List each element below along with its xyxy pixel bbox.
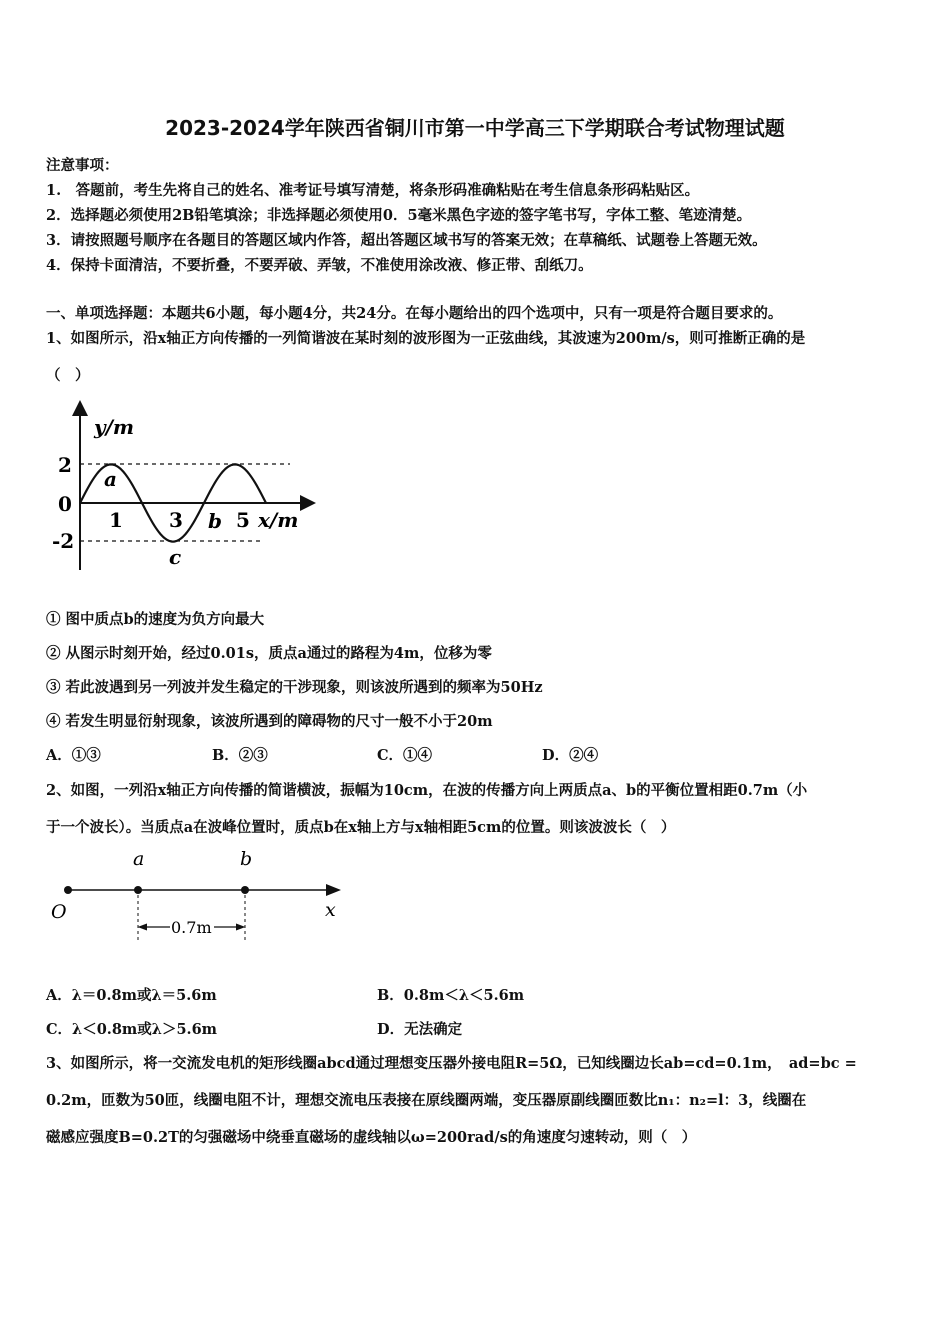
q3-stem-line1: 3、如图所示，将一交流发电机的矩形线圈abcd通过理想变压器外接电阻R=5Ω，已知线圈边长ab=cd=0.1m， ad=bc =: [46, 1055, 857, 1072]
q1-statement-2: ② 从图示时刻开始，经过0.01s，质点a通过的路程为4m，位移为零: [46, 645, 492, 662]
q1-y-label: y/m: [94, 415, 135, 439]
q2-option-b: B．0.8m＜λ＜5.6m: [377, 987, 525, 1004]
q2-stem-line1: 2、如图，一列沿x轴正方向传播的简谐横波，振幅为10cm，在波的传播方向上两质点a、b的平衡位置相距0.7m（小: [46, 782, 808, 799]
q2-label-b: b: [240, 848, 253, 870]
q1-point-a: a: [104, 467, 117, 491]
q1-option-d: D．②④: [542, 747, 599, 764]
q1-point-b: b: [208, 509, 222, 533]
q1-option-b: B．②③: [212, 747, 268, 764]
q1-tick-y-2: 2: [58, 453, 72, 477]
q3-stem-line3: 磁感应强度B=0.2T的匀强磁场中绕垂直磁场的虚线轴以ω=200rad/s的角速度匀速转动，则（ ）: [46, 1129, 697, 1146]
q2-point-a-dot: [134, 886, 142, 894]
q1-tick-x-5: 5: [236, 508, 250, 532]
q2-stem-line2: 于一个波长）。当质点a在波峰位置时，质点b在x轴上方与x轴相距5cm的位置。则该波波长（ ）: [46, 819, 676, 836]
section1-heading: 一、单项选择题：本题共6小题，每小题4分，共24分。在每小题给出的四个选项中，只有一项是符合题目要求的。: [46, 305, 783, 322]
q1-stem-line1: 1、如图所示，沿x轴正方向传播的一列简谐波在某时刻的波形图为一正弦曲线，其波速为200m/s，则可推断正确的是: [46, 330, 806, 347]
q1-statement-3: ③ 若此波遇到另一列波并发生稳定的干涉现象，则该波所遇到的频率为50Hz: [46, 679, 543, 696]
q2-label-origin: O: [51, 901, 67, 923]
q1-tick-x-3: 3: [169, 508, 183, 532]
q1-statement-1: ① 图中质点b的速度为负方向最大: [46, 611, 265, 628]
notice-item-1: 1. 答题前，考生先将自己的姓名、准考证号填写清楚，将条形码准确粘贴在考生信息条形码粘贴区。: [46, 182, 700, 199]
page-title: 2023-2024学年陕西省铜川市第一中学高三下学期联合考试物理试题: [165, 116, 785, 140]
q2-label-x: x: [325, 899, 336, 921]
q1-option-c: C．①④: [377, 747, 433, 764]
notice-item-4: 4．保持卡面清洁，不要折叠，不要弄破、弄皱，不准使用涂改液、修正带、刮纸刀。: [46, 257, 593, 274]
notice-item-3: 3．请按照题号顺序在各题目的答题区域内作答，超出答题区域书写的答案无效；在草稿纸、试题卷上答题无效。: [46, 232, 767, 249]
q2-label-a: a: [133, 848, 145, 870]
q1-statement-4: ④ 若发生明显衍射现象，该波所遇到的障碍物的尺寸一般不小于20m: [46, 713, 493, 730]
q2-option-a: A．λ＝0.8m或λ＝5.6m: [46, 987, 217, 1004]
q1-tick-y-neg2: -2: [52, 529, 75, 553]
q2-option-d: D．无法确定: [377, 1021, 463, 1038]
q2-axis-figure: [44, 845, 354, 950]
q1-tick-y-0: 0: [58, 492, 72, 516]
q1-point-c: c: [169, 545, 182, 569]
q2-distance-label: 0.7m: [171, 918, 212, 937]
notice-heading: 注意事项：: [46, 157, 119, 174]
q1-option-a: A．①③: [46, 747, 101, 764]
q2-origin-dot: [64, 886, 72, 894]
q1-stem-line2: （ ）: [46, 367, 90, 384]
q2-option-c: C．λ＜0.8m或λ＞5.6m: [46, 1021, 218, 1038]
q1-wave-figure: [50, 400, 320, 575]
q2-point-b-dot: [241, 886, 249, 894]
q3-stem-line2: 0.2m，匝数为50匝，线圈电阻不计，理想交流电压表接在原线圈两端，变压器原副线圈匝数比n₁：n₂=l：3，线圈在: [46, 1092, 807, 1109]
q1-x-label: x/m: [258, 508, 299, 532]
q1-tick-x-1: 1: [109, 508, 123, 532]
notice-item-2: 2．选择题必须使用2B铅笔填涂；非选择题必须使用0．5毫米黑色字迹的签字笔书写，字体工整、笔迹清楚。: [46, 207, 752, 224]
